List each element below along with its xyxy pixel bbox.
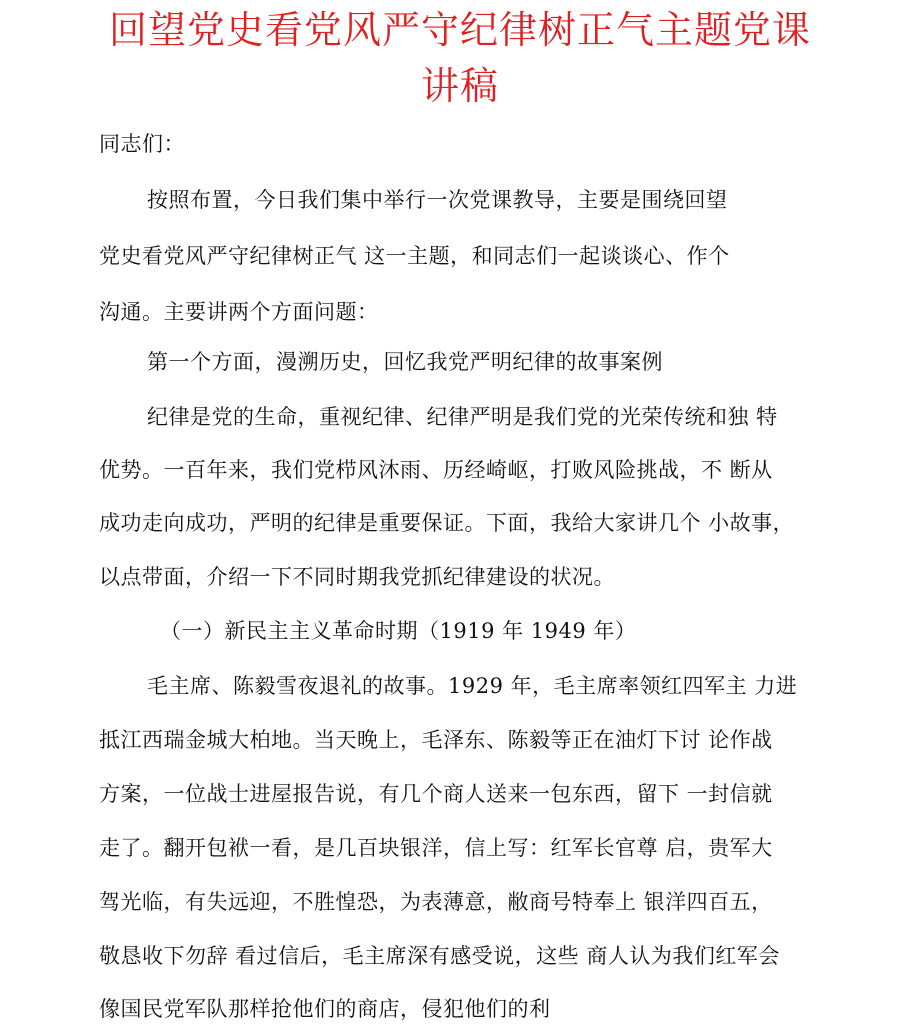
section-heading: 第一个方面，漫溯历史，回忆我党严明纪律的故事案例: [147, 350, 663, 374]
document-title-line-2: 讲稿: [420, 64, 499, 108]
paragraph-line: 纪律是党的生命，重视纪律、纪律严明是我们党的光荣传统和独 特: [147, 405, 778, 429]
paragraph-line: 党史看党风严守纪律树正气 这一主题，和同志们一起谈谈心、作个: [99, 244, 730, 268]
document-title-line-1: 回望党史看党风严守纪律树正气主题党课: [108, 8, 811, 52]
paragraph-line: 走了。翻开包袱一看，是几百块银洋，信上写：红军长官尊 启，贵军大: [99, 836, 773, 860]
paragraph-line: 毛主席、陈毅雪夜退礼的故事。1929 年，毛主席率领红四军主 力进: [147, 674, 798, 698]
paragraph-line: 抵江西瑞金城大柏地。当天晚上，毛泽东、陈毅等正在油灯下讨 论作战: [99, 728, 773, 752]
paragraph-line: 方案，一位战士进屋报告说，有几个商人送来一包东西，留下 一封信就: [99, 782, 773, 806]
paragraph-line: 按照布置，今日我们集中举行一次党课教导，主要是围绕回望: [147, 188, 728, 212]
paragraph-line: 优势。一百年来，我们党栉风沐雨、历经崎岖，打败风险挑战，不 断从: [99, 458, 773, 482]
paragraph-line: 成功走向成功，严明的纪律是重要保证。下面，我给大家讲几个 小故事，: [99, 511, 795, 535]
paragraph-line: 驾光临，有失远迎，不胜惶恐，为表薄意，敝商号特奉上 银洋四百五，: [99, 890, 773, 914]
paragraph-line: 敬恳收下勿辞 看过信后，毛主席深有感受说，这些 商人认为我们红军会: [99, 944, 780, 968]
paragraph-line: 以点带面，介绍一下不同时期我党抓纪律建设的状况。: [99, 565, 615, 589]
paragraph-line: 沟通。主要讲两个方面问题：: [99, 300, 379, 324]
paragraph-line: 像国民党军队那样抢他们的商店，侵犯他们的利: [99, 997, 551, 1021]
subsection-heading: （一）新民主主义革命时期（1919 年 1949 年）: [160, 619, 637, 643]
salutation: 同志们：: [99, 132, 185, 156]
